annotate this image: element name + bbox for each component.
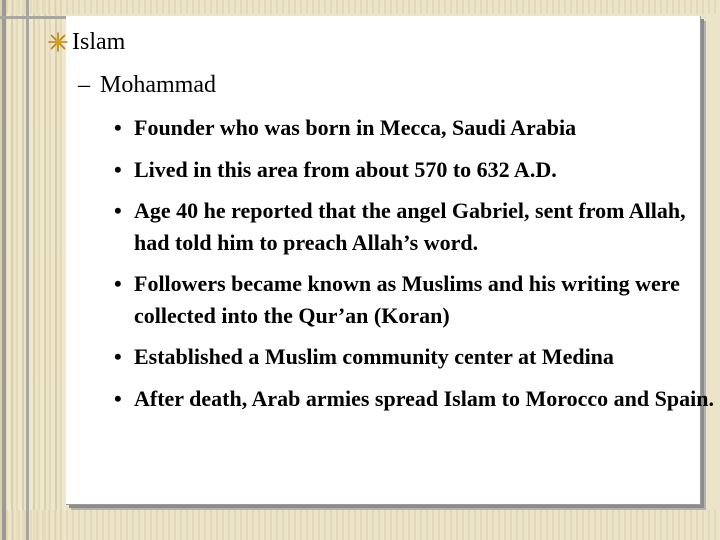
list-item [112,268,716,331]
level2-label: Mohammad [100,72,216,98]
bullet-marker: • [114,156,122,182]
bullet-marker: • [114,385,122,411]
list-item-text: After death, Arab armies spread Islam to Morocco and Spain. [134,385,714,411]
bullet-marker: • [114,271,122,296]
list-item [112,154,716,186]
list-item [112,341,716,373]
level2-item [78,71,216,100]
list-item [112,195,716,258]
dash-marker: – [78,72,90,98]
bullet-marker: • [114,344,122,369]
list-item-text: Founder who was born in Mecca, Saudi Arabia [134,115,577,140]
list-item-text: Age 40 he reported that the angel Gabriel, sent from Allah, had told him to preach Allah’s word. [134,198,686,255]
bullet-marker: • [114,198,122,223]
bullet-marker: • [114,115,122,140]
list-item [112,383,716,415]
bullet-list [112,112,716,424]
level1-label: Islam [72,29,126,55]
list-item-text: Lived in this area from about 570 to 632 A.D. [134,156,557,182]
list-item-text: Followers became known as Muslims and his writing were collected into the Qur’an (Koran) [134,271,680,328]
level1-item [48,28,125,57]
list-item [112,112,716,144]
star-burst-icon [48,32,68,52]
list-item-text: Established a Muslim community center at Medina [134,344,614,369]
